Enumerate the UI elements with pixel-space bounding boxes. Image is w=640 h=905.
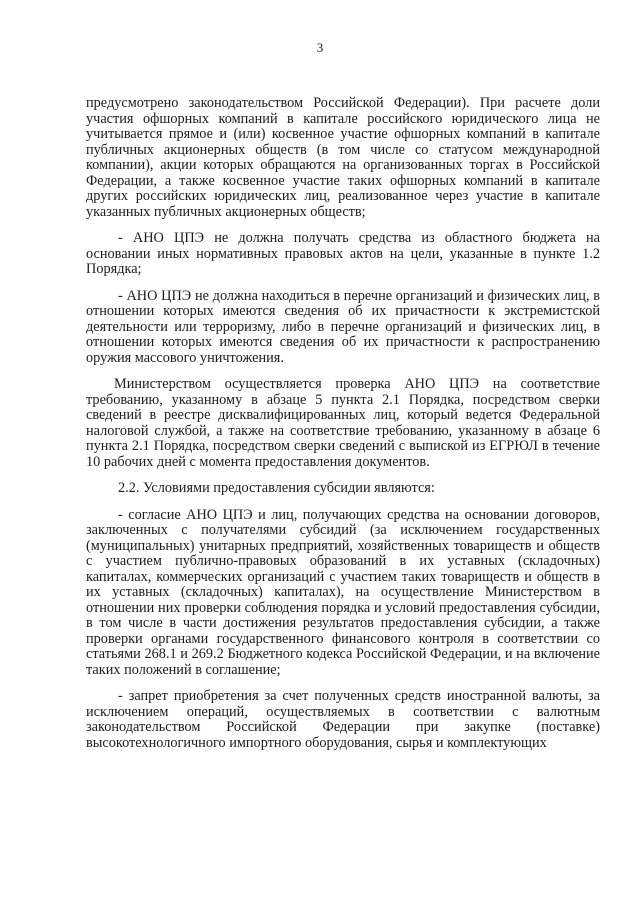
paragraph-extremism-list-condition: - АНО ЦПЭ не должна находиться в перечне организаций и физических лиц, в отношении которых имеются сведения об их причастности к экстремистской деятельности или терроризму, либо в перечне организаций и физических лиц, в отношении которых имеются сведения об их причастности к распространению оружия массового уничтожения. [86, 287, 600, 366]
page-number: 3 [316, 40, 324, 55]
paragraph-consent-to-audit: - согласие АНО ЦПЭ и лиц, получающих средства на основании договоров, заключенных с получателями субсидий (за исключением государственных (муниципальных) унитарных предприятий, хозяйственных товариществ и обществ с участием публично-правовых образований в их уставных (складочных) капиталах, коммерческих организаций с участием таких товариществ и обществ в их уставных (складочных) капиталах), на осуществление Министерством в отношении них проверки соблюдения порядка и условий предоставления субсидии, в том числе в части достижения результатов предоставления субсидии, а также проверки органами государственного финансового контроля в соответствии со статьями 268.1 и 269.2 Бюджетного кодекса Российской Федерации, и на включение таких положений в соглашение; [86, 506, 600, 678]
paragraph-ministry-verification: Министерством осуществляется проверка АНО ЦПЭ на соответствие требованию, указанному в абзаце 5 пункта 2.1 Порядка, посредством сверки сведений в реестре дисквалифицированных лиц, который ведется Федеральной налоговой службой, а также на соответствие требованию, указанному в абзаце 6 пункта 2.1 Порядка, посредством сверки сведений с выпиской из ЕГРЮЛ в течение 10 рабочих дней с момента предоставления документов. [86, 376, 600, 470]
paragraph-currency-purchase-ban: - запрет приобретения за счет полученных средств иностранной валюты, за исключением операций, осуществляемых в соответствии с валютным законодательством Российской Федерации при закупке (поставке) высокотехнологичного импортного оборудования, сырья и комплектующих [86, 688, 600, 751]
section-heading-2-2: 2.2. Условиями предоставления субсидии являются: [118, 480, 435, 496]
document-body [86, 96, 600, 762]
paragraph-offshore-participation: предусмотрено законодательством Российской Федерации). При расчете доли участия офшорных компаний в капитале российского юридического лица не учитывается прямое и (или) косвенное участие офшорных компаний в капитале публичных акционерных обществ (в том числе со статусом международной компании), акции которых обращаются на организованных торгах в Российской Федерации, а также косвенное участие таких офшорных компаний в капитале других российских юридических лиц, реализованное через участие в капитале указанных публичных акционерных обществ; [86, 95, 600, 220]
paragraph-regional-budget-condition: - АНО ЦПЭ не должна получать средства из областного бюджета на основании иных нормативных правовых актов на цели, указанные в пункте 1.2 Порядка; [86, 230, 600, 277]
